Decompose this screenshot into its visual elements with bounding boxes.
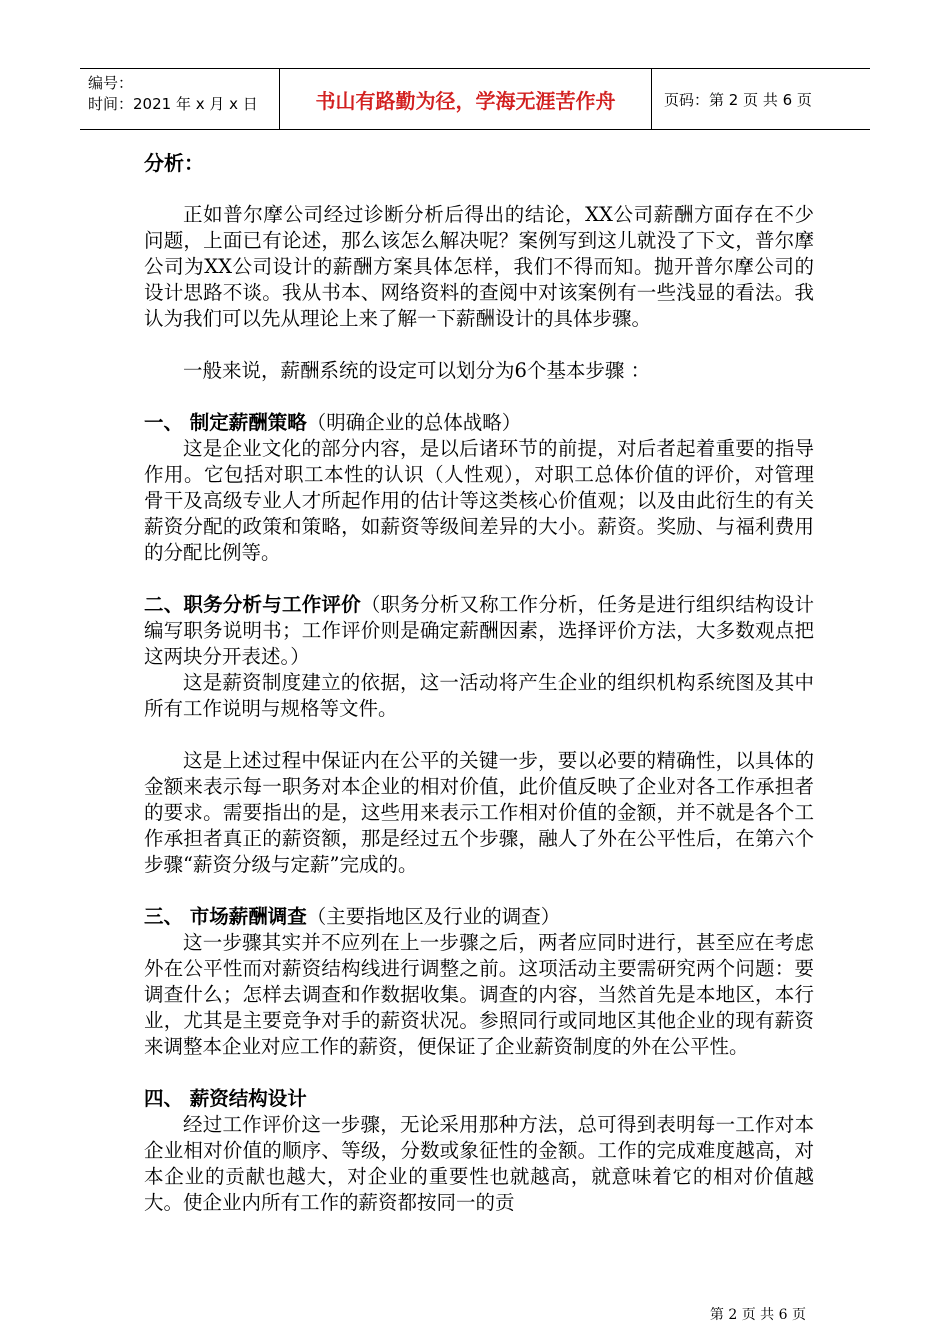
section-2-heading	[144, 592, 814, 670]
date-label: 时间：2021 年 x 月 x 日	[88, 95, 258, 113]
section-3-note: （主要指地区及行业的调查）	[306, 905, 561, 928]
document-body	[144, 150, 814, 1216]
section-1-title: 一、 制定薪酬策略	[144, 411, 307, 434]
section-3-title: 三、 市场薪酬调查	[144, 905, 307, 928]
section-2-body-2: 这是上述过程中保证内在公平的关键一步，要以必要的精确性，以具体的金额来表示每一职务对本企业的相对价值，此价值反映了企业对各工作承担者的要求。需要指出的是，这些用来表示工作相对价值的金额，并不就是各个工作承担者真正的薪资额，那是经过五个步骤，融人了外在公平性后，在第六个步骤“薪资分级与定薪”完成的。	[144, 749, 814, 876]
section-1-heading	[144, 410, 814, 436]
section-3-body: 这一步骤其实并不应列在上一步骤之后，两者应同时进行，甚至应在考虑外在公平性而对薪资结构线进行调整之前。这项活动主要需研究两个问题：要调查什么；怎样去调查和作数据收集。调查的内容，当然首先是本地区，本行业，尤其是主要竞争对手的薪资状况。参照同行或同地区其他企业的现有薪资来调整本企业对应工作的薪资，便保证了企业薪资制度的外在公平性。	[144, 931, 814, 1058]
section-4-title: 四、 薪资结构设计	[144, 1087, 307, 1110]
header-meta	[80, 69, 280, 129]
section-3-heading	[144, 904, 814, 930]
number-label: 编号：	[88, 74, 134, 92]
section-1-body: 这是企业文化的部分内容，是以后诸环节的前提，对后者起着重要的指导作用。它包括对职工本性的认识（人性观），对职工总体价值的评价，对管理骨干及高级专业人才所起作用的估计等这类核心价值观；以及由此衍生的有关薪资分配的政策和策略，如薪资等级间差异的大小。薪资。奖励、与福利费用的分配比例等。	[144, 437, 814, 564]
steps-intro-paragraph: 一般来说，薪酬系统的设定可以划分为6个基本步骤 ：	[183, 359, 651, 382]
analysis-heading: 分析：	[144, 151, 204, 175]
section-4-heading	[144, 1086, 814, 1112]
section-2-note: （职务分析又称工作分析，任务是进行组织结构设计编写职务说明书；工作评价则是确定薪酬因素，选择评价方法，大多数观点把这两块分开表述。）	[144, 593, 814, 668]
header-page-label: 页码：第 2 页 共 6 页	[664, 90, 812, 109]
page-footer: 第 2 页 共 6 页	[709, 1307, 806, 1323]
section-2-body-1: 这是薪资制度建立的依据，这一活动将产生企业的组织机构系统图及其中所有工作说明与规格等文件。	[144, 671, 814, 720]
section-4-body: 经过工作评价这一步骤，无论采用那种方法，总可得到表明每一工作对本企业相对价值的顺序、等级，分数或象征性的金额。工作的完成难度越高，对本企业的贡献也越大，对企业的重要性也就越高，就意味着它的相对价值越大。使企业内所有工作的薪资都按同一的贡	[144, 1113, 814, 1214]
section-1-note: （明确企业的总体战略）	[306, 411, 522, 434]
section-2-title: 二、职务分析与工作评价	[144, 593, 361, 616]
intro-paragraph: 正如普尔摩公司经过诊断分析后得出的结论，XX公司薪酬方面存在不少问题，上面已有论述，那么该怎么解决呢？案例写到这儿就没了下文，普尔摩公司为XX公司设计的薪酬方案具体怎样，我们不得而知。抛开普尔摩公司的设计思路不谈。我从书本、网络资料的查阅中对该案例有一些浅显的看法。我认为我们可以先从理论上来了解一下薪酬设计的具体步骤。	[144, 203, 814, 330]
header-motto: 书山有路勤为径，学海无涯苦作舟	[280, 69, 652, 129]
page-header	[80, 68, 870, 130]
